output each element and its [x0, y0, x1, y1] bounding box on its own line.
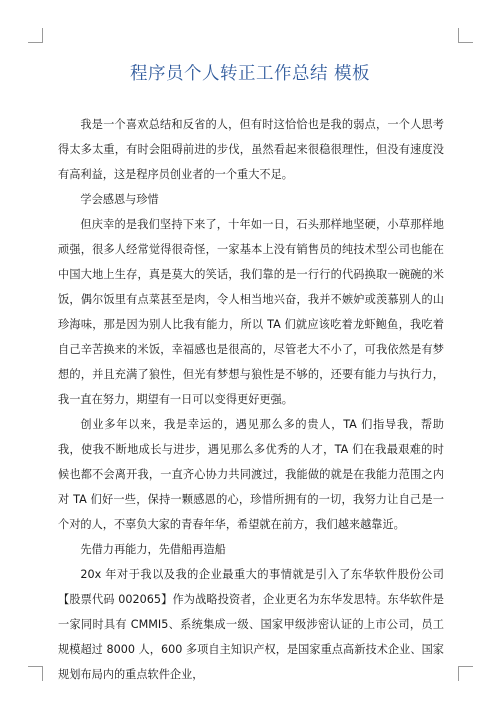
- corner-mark-top-left: [28, 28, 43, 43]
- section-heading-leverage: 先借力再能力，先借船再造船: [80, 543, 226, 556]
- corner-mark-bottom-right: [458, 666, 473, 681]
- corner-mark-top-right: [458, 28, 473, 43]
- section-heading-gratitude: 学会感恩与珍惜: [80, 193, 159, 206]
- paragraph-investment: 20x 年对于我以及我的企业最重大的事情就是引入了东华软件股份公司【股票代码 002065】作为战略投资者，企业更名为东华发思特。东华软件是一家同时具有 CMMI5、系统集成一级、国家甲级涉密认证的上市公司，员工规模超过 8000 人，600 多项自主知识产权，是国家重点高新技术企业、国家规划布局内的重点软件企业，: [58, 568, 444, 681]
- paragraph-intro: 我是一个喜欢总结和反省的人，但有时这恰恰也是我的弱点，一个人思考得太多太重，有时会阻碍前进的步伐，虽然看起来很稳很理性，但没有速度没有高利益，这是程序员创业者的一个重大不足。: [58, 118, 444, 181]
- document-title: 程序员个人转正工作总结 模板: [129, 64, 371, 84]
- paragraph-fortune: 创业多年以来，我是幸运的，遇见那么多的贵人，TA 们指导我，帮助我，使我不断地成长与进步，遇见那么多优秀的人才，TA 们在我最艰难的时候也都不会离开我，一直齐心协力共同渡过，我能做的就是在我能力范围之内对 TA 们好一些，保持一颗感恩的心，珍惜所拥有的一切，我努力让自己是一个对的人，不辜负大家的青春年华，希望就在前方，我们越来越靠近。: [58, 418, 444, 531]
- corner-mark-bottom-left: [28, 666, 43, 681]
- document-body: [58, 112, 444, 687]
- paragraph-persistence: 但庆幸的是我们坚持下来了，十年如一日，石头那样地坚硬，小草那样地顽强，很多人经常觉得很奇怪，一家基本上没有销售员的纯技术型公司也能在中国大地上生存，真是莫大的笑话，我们靠的是一行行的代码换取一碗碗的米饭，偶尔饭里有点菜甚至是肉，令人相当地兴奋，我并不嫉妒或羡慕别人的山珍海味，那是因为别人比我有能力，所以 TA 们就应该吃着龙虾鲍鱼，我吃着自己辛苦换来的米饭，幸福感也是很高的，尽管老大不小了，可我依然是有梦想的，并且充满了狼性，但光有梦想与狼性是不够的，还要有能力与执行力，我一直在努力，期望有一日可以变得更好更强。: [58, 218, 444, 406]
